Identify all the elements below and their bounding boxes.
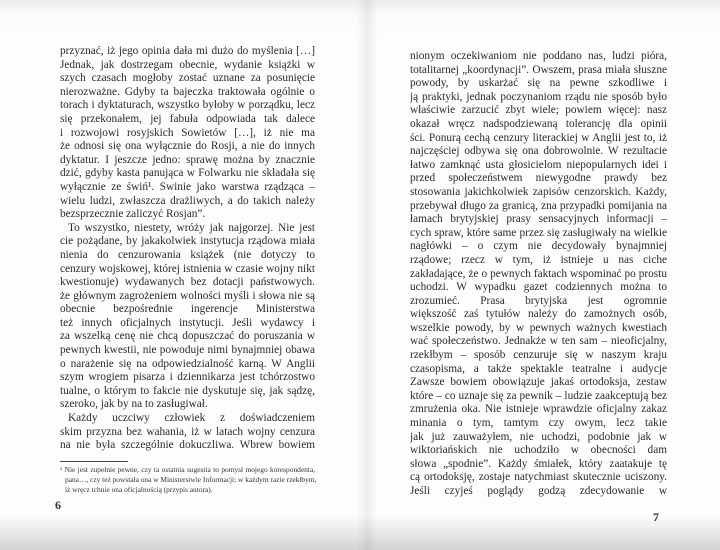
text-line: rządowe; rzecz w tym, iż istnieje u nas ciche: [410, 253, 667, 266]
text-line: za wszelką cenę nie chcą dopuszczać do poruszania w: [60, 330, 315, 343]
text-line: To wszystko, niestety, wróży jak najgorzej. Nie jest: [68, 221, 315, 234]
left-page-body-text: [60, 45, 315, 453]
text-line: łatwo zamknąć usta głosicielom niepopularnych idei i: [410, 158, 667, 171]
text-line: nagłówki – o czym nie decydowały bynajmniej: [410, 240, 667, 253]
text-line: słowa „spodnie”. Każdy śmiałek, który zaatakuje tę: [410, 457, 667, 470]
page-number-right: 7: [653, 510, 659, 524]
text-line: szym wrogiem pisarza i dziennikarza jest tchórzostwo: [60, 371, 315, 384]
footnote-line: pana…, czy też powstała ona w Ministerstwie Informacji; w każdym razie rzekłbym,: [65, 475, 317, 484]
paragraph: [60, 412, 315, 453]
text-line: najczęściej odbywa się ona dobrowolnie. W rezultacie: [410, 145, 667, 158]
text-line: czasopisma, a także spektakle teatralne i audycje: [410, 362, 667, 375]
paragraph: [60, 222, 315, 412]
text-line: minania o tym, tamtym czy owym, lecz takie: [410, 417, 667, 430]
text-line: zmrużenia oka. Nie istnieje wprawdzie oficjalny zakaz: [410, 403, 667, 416]
page-number-left: 6: [55, 498, 61, 512]
text-line: cenzury wojskowej, której istnienia w czasie wojny nikt: [60, 262, 315, 275]
text-line: powody, by uskarżać się na pewne szkodliwe i: [410, 77, 667, 90]
text-line: bezsprzecznie zaliczyć Rosjan”.: [60, 208, 206, 221]
text-line: totalitarnej „koordynacji”. Owszem, prasa miała słuszne: [410, 63, 667, 76]
text-line: na nie była szczególnie dokuczliwa. Wbrew bowiem: [60, 439, 315, 452]
text-line: właściwie zarzucić zbyt wiele; powiem więcej: nasz: [410, 104, 667, 117]
text-line: które – co uznaje się za pewnik – ludzie zaakceptują bez: [410, 389, 667, 402]
text-line: dzić, gdyby kasta panująca w Folwarku nie składała się: [60, 167, 315, 180]
text-line: przyznać, iż jego opinia dała mi dużo do myślenia […]: [60, 45, 315, 57]
text-line: cych spraw, które same przez się zasługiwały na wielkie: [410, 226, 667, 239]
text-line: tualne, o którym to fakcie nie dyskutuje się, jak sądzę,: [60, 384, 315, 397]
text-line: nierozważne. Gdyby ta bajeczka traktowała ogólnie o: [60, 85, 315, 98]
text-line: szych czasach mogłoby zostać uznane za posunięcie: [60, 72, 315, 85]
footnote-line: ¹ Nie jest zupełnie pewne, czy ta ostatnia sugestia to pomysł mojego korespondenta,: [60, 465, 315, 474]
footnote-line: iż wręcz tchnie ona oficjalnością (przypis autora).: [65, 485, 213, 494]
footnote: [60, 465, 315, 495]
text-line: wyłącznie ze świń¹. Świnie jako warstwa rządząca –: [60, 180, 315, 193]
text-line: ją praktyki, jednak poczynaniom rządu nie sposób było: [410, 90, 667, 103]
text-line: Jednak, jak dostrzegam obecnie, wydanie książki w: [60, 58, 315, 71]
text-line: nienia do cenzurowania książek (nie dotyczy to: [60, 248, 315, 261]
text-line: Każdy uczciwy człowiek z doświadczeniem: [68, 412, 315, 425]
text-line: Jeśli czyjeś poglądy godzą zdecydowanie w: [410, 485, 667, 497]
text-line: kwestionuje) wydawanych bez dotacji państwowych.: [60, 276, 315, 289]
text-line: wać społeczeństwo. Jednakże w ten sam – nieoficjalny,: [410, 335, 667, 348]
text-line: skim przyzna bez wahania, iż w latach wojny cenzura: [60, 425, 315, 438]
text-line: rzekłbym – sposób cenzuruje się w naszym kraju: [410, 349, 667, 362]
text-line: wielu ludzi, zwłaszcza drażliwych, a do takich należy: [60, 194, 315, 207]
text-line: torach i dyktaturach, wszystko byłoby w porządku, lecz: [60, 99, 315, 112]
text-line: większość zaś tytułów należy do zamożnych osób,: [410, 308, 667, 321]
book-gutter-shadow: [356, 0, 378, 550]
text-line: też innych oficjalnych instytucji. Jeśli wydawcy i: [60, 316, 315, 329]
text-line: cie pożądane, by jakakolwiek instytucja rządowa miała: [60, 235, 315, 248]
text-line: pewnych kwestii, nie powoduje nimi bynajmniej obawa: [60, 344, 315, 357]
paragraph: [60, 45, 315, 222]
text-line: przed społeczeństwem niewygodne prawdy bez: [410, 172, 667, 185]
text-line: szeroko, jak by na to zasługiwał.: [60, 398, 208, 411]
text-line: przebywał długo za granicą, zna przypadki pomijania na: [410, 199, 667, 212]
text-line: że odnosi się ona wyłącznie do Rosji, a nie do innych: [60, 140, 315, 153]
footnote-divider: [60, 461, 128, 462]
text-line: dyktatur. I jeszcze jedno: sprawę można by znacznie: [60, 153, 315, 166]
paragraph: [410, 50, 667, 499]
text-line: i rozwojowi rosyjskich Sowietów […], iż nie ma: [60, 126, 315, 139]
text-line: wszelkie powody, by w pewnych ważnych kwestiach: [410, 321, 667, 334]
text-line: okazał wręcz nadspodziewaną tolerancję dla opinii: [410, 117, 667, 130]
right-page-body-text: [410, 50, 667, 499]
text-line: uchodzi. W wypadku gazet codziennych można to: [410, 281, 667, 294]
text-line: zrozumieć. Prasa brytyjska jest ogromnie: [410, 294, 667, 307]
text-line: stosowania jakichkolwiek zapisów cenzorskich. Każdy,: [410, 185, 667, 198]
text-line: cą ortodoksję, zostaje natychmiast skutecznie uciszony.: [410, 471, 667, 484]
text-line: że głównym zagrożeniem wolności myśli i słowa nie są: [60, 289, 315, 302]
text-line: zakładające, że o pewnych faktach wspominać po prostu: [410, 267, 667, 280]
text-line: obecnie bezpośrednie ingerencje Ministerstwa: [60, 303, 315, 316]
text-line: ści. Ponurą cechą cenzury literackiej w Anglii jest to, iż: [410, 131, 667, 144]
text-line: Zawsze bowiem obowiązuje jakaś ortodoksja, zestaw: [410, 376, 667, 389]
text-line: się przekonałem, jej fabuła odpowiada tak dalece: [60, 112, 315, 125]
text-line: łamach brytyjskiej prasy sensacyjnych informacji –: [410, 213, 667, 226]
text-line: o narażenie się na odpowiedzialność karną. W Anglii: [60, 357, 315, 370]
text-line: nionym oczekiwaniom nie poddano nas, ludzi pióra,: [410, 50, 667, 62]
text-line: jak już zauważyłem, nie uchodzi, podobnie jak w: [410, 430, 667, 443]
text-line: wiktoriańskich nie uchodziło w obecności dam: [410, 444, 667, 457]
